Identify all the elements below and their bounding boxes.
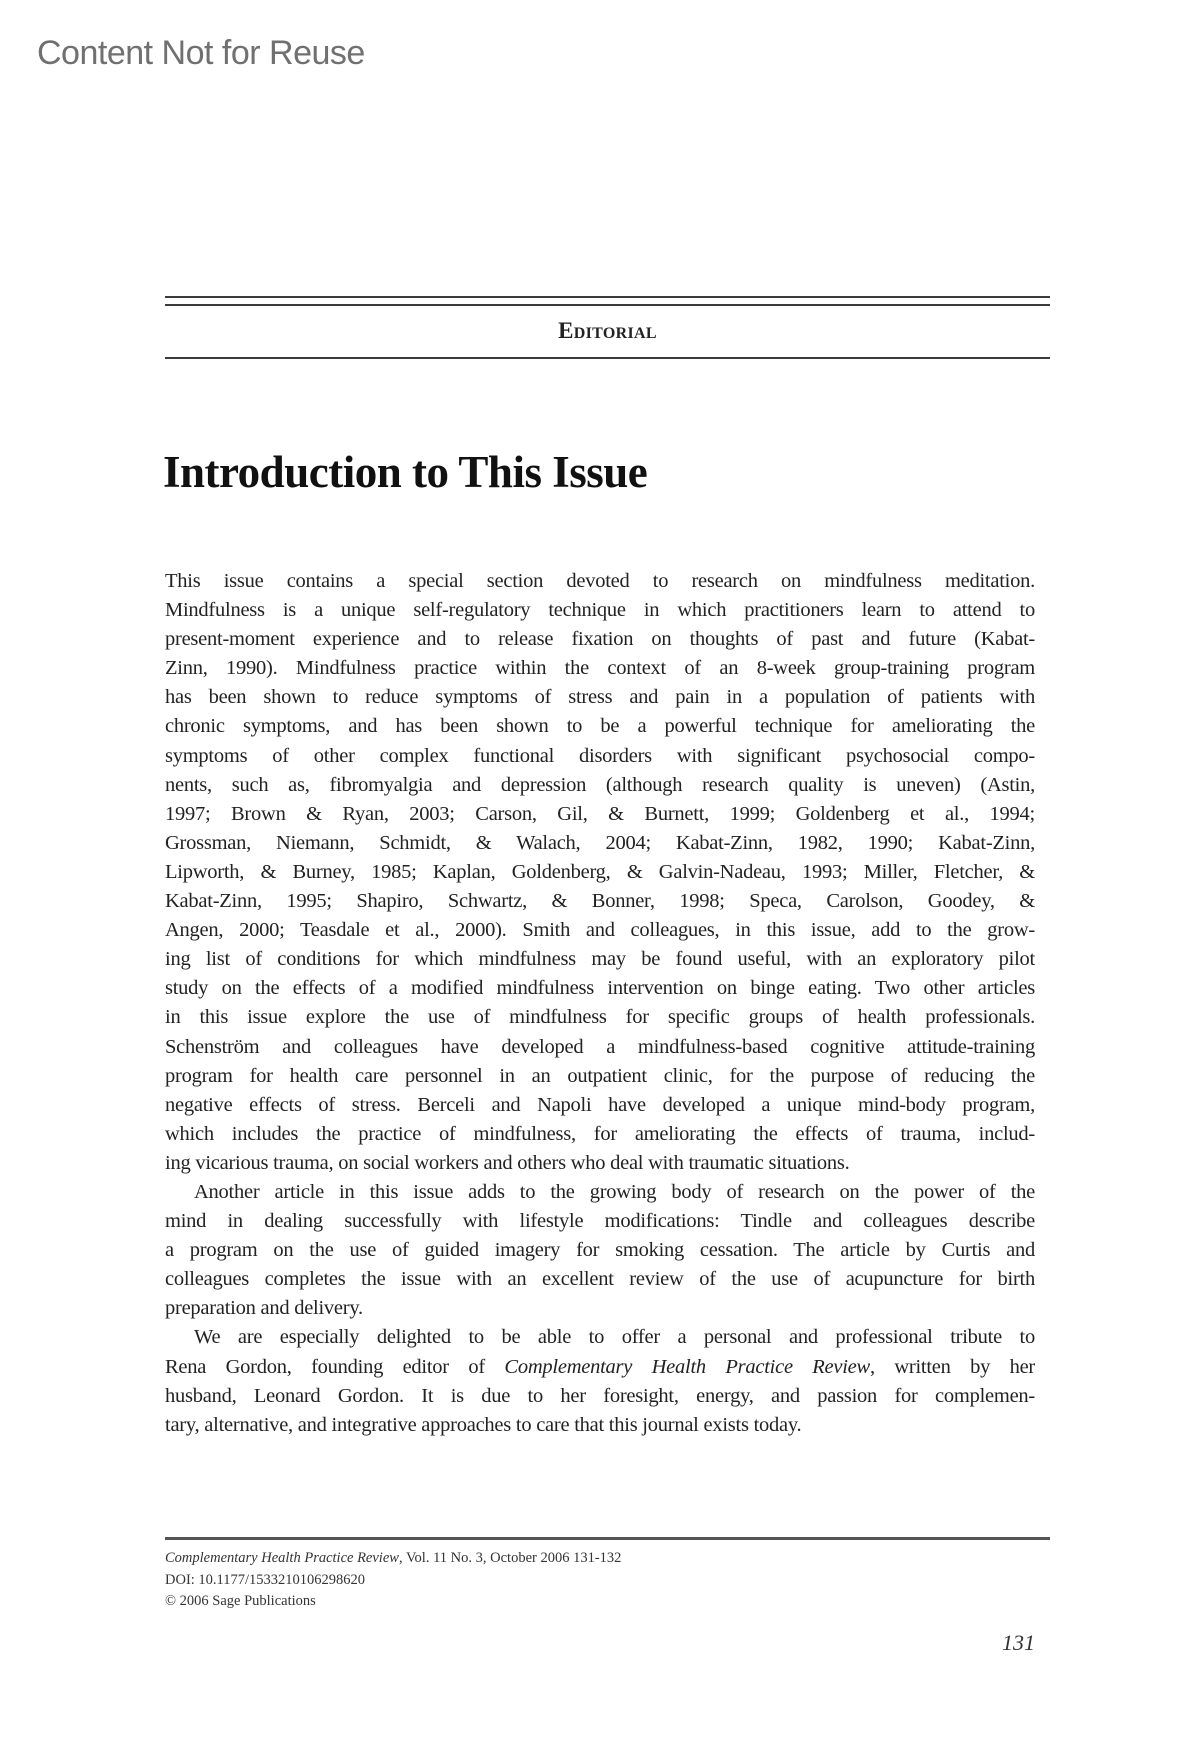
footer-citation — [165, 1548, 621, 1613]
text-segment: , written by her — [869, 1355, 1036, 1378]
text-line: mind in dealing successfully with lifestyle modifications: Tindle and colleagues describe — [165, 1210, 1035, 1233]
watermark: Content Not for Reuse — [37, 34, 365, 72]
text-line: Schenström and colleagues have developed a mindfulness-based cognitive attitude-training — [165, 1035, 1035, 1058]
text-line: Kabat-Zinn, 1995; Shapiro, Schwartz, & Bonner, 1998; Speca, Carolson, Goodey, & — [165, 890, 1035, 913]
text-line: ing list of conditions for which mindfulness may be found useful, with an exploratory pilot — [165, 948, 1035, 971]
text-line: study on the effects of a modified mindfulness intervention on binge eating. Two other articles — [165, 977, 1035, 1000]
section-label: Editorial — [558, 318, 657, 343]
citation-details: , Vol. 11 No. 3, October 2006 131-132 — [398, 1550, 622, 1566]
journal-name: Complementary Health Practice Review — [165, 1550, 399, 1566]
text-line: 1997; Brown & Ryan, 2003; Carson, Gil, & Burnett, 1999; Goldenberg et al., 1994; — [165, 802, 1035, 825]
text-line: Angen, 2000; Teasdale et al., 2000). Smith and colleagues, in this issue, add to the grow- — [165, 919, 1035, 942]
text-segment: Rena Gordon, founding editor of — [165, 1355, 505, 1378]
header-rule-second — [165, 304, 1050, 306]
paragraph-2 — [165, 1178, 1035, 1323]
copyright: © 2006 Sage Publications — [165, 1593, 316, 1609]
text-line: preparation and delivery. — [165, 1297, 363, 1320]
text-line: program for health care personnel in an outpatient clinic, for the purpose of reducing the — [165, 1064, 1035, 1087]
header-rule-top — [165, 296, 1050, 298]
text-line: Grossman, Niemann, Schmidt, & Walach, 2004; Kabat-Zinn, 1982, 1990; Kabat-Zinn, — [165, 831, 1035, 854]
paragraph-1 — [165, 567, 1035, 1178]
text-line: in this issue explore the use of mindfulness for specific groups of health professionals. — [165, 1006, 1035, 1029]
text-line — [165, 1353, 1035, 1382]
text-line: Zinn, 1990). Mindfulness practice within the context of an 8-week group-training program — [165, 657, 1035, 680]
text-line: We are especially delighted to be able to offer a personal and professional tribute to — [194, 1326, 1035, 1349]
text-line: a program on the use of guided imagery for smoking cessation. The article by Curtis and — [165, 1239, 1035, 1262]
text-line: Mindfulness is a unique self-regulatory technique in which practitioners learn to attend to — [165, 599, 1035, 622]
journal-name: Complementary Health Practice Review — [504, 1355, 870, 1378]
text-line: present-moment experience and to release fixation on thoughts of past and future (Kabat- — [165, 628, 1035, 651]
text-line: chronic symptoms, and has been shown to be a powerful technique for ameliorating the — [165, 715, 1035, 738]
article-title: Introduction to This Issue — [163, 447, 648, 497]
text-line: ing vicarious trauma, on social workers and others who deal with traumatic situations. — [165, 1151, 850, 1174]
text-line: tary, alternative, and integrative approaches to care that this journal exists today. — [165, 1413, 802, 1436]
paragraph-3 — [165, 1323, 1035, 1439]
text-line: negative effects of stress. Berceli and Napoli have developed a unique mind-body program, — [165, 1093, 1035, 1116]
header-rule-bottom — [165, 357, 1050, 359]
text-line: husband, Leonard Gordon. It is due to her foresight, energy, and passion for complemen- — [165, 1384, 1035, 1407]
citation-line — [165, 1548, 621, 1570]
text-line: symptoms of other complex functional disorders with significant psychosocial compo- — [165, 744, 1035, 767]
text-line: Another article in this issue adds to the growing body of research on the power of the — [194, 1180, 1035, 1203]
text-line: This issue contains a special section devoted to research on mindfulness meditation. — [165, 570, 1035, 592]
article-body — [165, 567, 1035, 1440]
doi: DOI: 10.1177/1533210106298620 — [165, 1571, 366, 1588]
page-number: 131 — [1002, 1630, 1035, 1655]
text-line: nents, such as, fibromyalgia and depression (although research quality is uneven) (Astin, — [165, 773, 1035, 796]
footer-rule — [165, 1537, 1050, 1540]
text-line: colleagues completes the issue with an excellent review of the use of acupuncture for birth — [165, 1268, 1035, 1291]
text-line: which includes the practice of mindfulness, for ameliorating the effects of trauma, includ- — [165, 1122, 1035, 1145]
text-line: Lipworth, & Burney, 1985; Kaplan, Goldenberg, & Galvin-Nadeau, 1993; Miller, Fletcher, & — [165, 860, 1035, 883]
text-line: has been shown to reduce symptoms of stress and pain in a population of patients with — [165, 686, 1035, 709]
